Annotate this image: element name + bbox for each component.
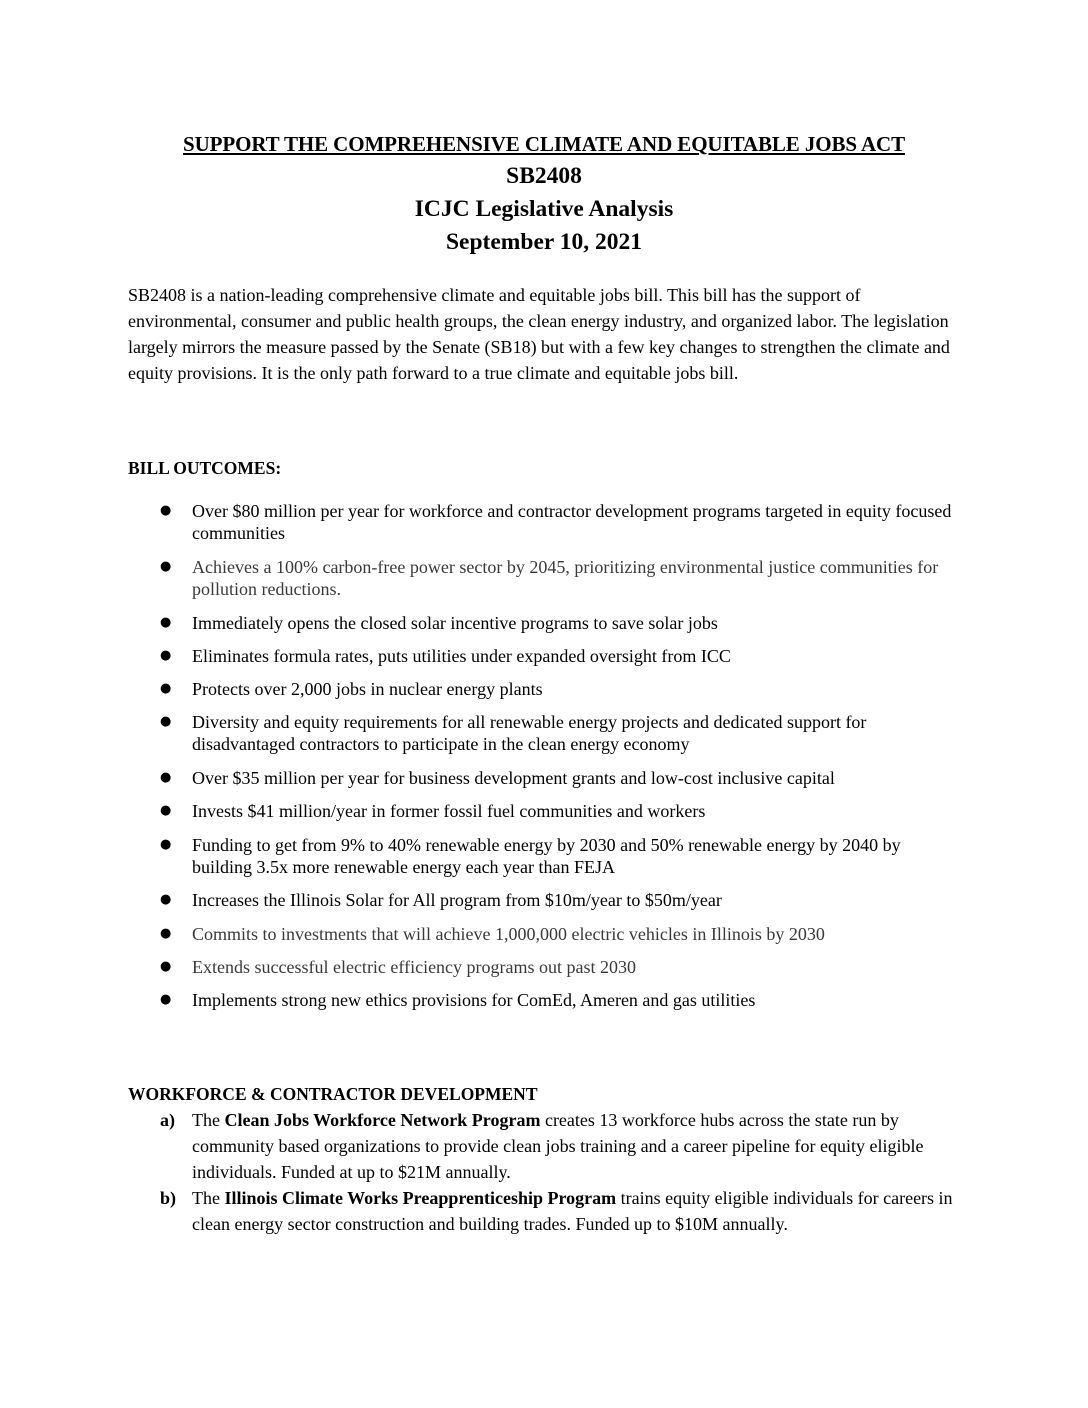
item-prefix: The bbox=[192, 1188, 225, 1208]
outcome-text: Protects over 2,000 jobs in nuclear energy plants bbox=[192, 679, 543, 699]
outcome-text: Achieves a 100% carbon-free power sector by 2045, prioritizing environmental justice communities for pollution reductions. bbox=[192, 557, 939, 599]
bullet-icon: ● bbox=[160, 681, 172, 696]
bullet-icon: ● bbox=[160, 559, 172, 574]
bill-outcomes-heading: BILL OUTCOMES: bbox=[128, 458, 282, 478]
bullet-icon: ● bbox=[160, 503, 172, 518]
outcome-text: Invests $41 million/year in former fossil fuel communities and workers bbox=[192, 801, 706, 821]
outcome-text: Over $35 million per year for business development grants and low-cost inclusive capital bbox=[192, 768, 835, 788]
program-name: Clean Jobs Workforce Network Program bbox=[224, 1110, 541, 1130]
outcome-text: Immediately opens the closed solar incentive programs to save solar jobs bbox=[192, 613, 718, 633]
bill-number: SB2408 bbox=[506, 163, 582, 189]
outcome-text: Eliminates formula rates, puts utilities under expanded oversight from ICC bbox=[192, 646, 731, 666]
bullet-icon: ● bbox=[160, 892, 172, 907]
list-marker: a) bbox=[160, 1110, 175, 1130]
bullet-icon: ● bbox=[160, 959, 172, 974]
outcome-text: Commits to investments that will achieve 1,000,000 electric vehicles in Illinois by 2030 bbox=[192, 924, 825, 944]
item-text: trains equity eligible individuals for careers in clean energy sector construction and building trades. Funded up to $10M annually. bbox=[192, 1188, 953, 1234]
list-marker: b) bbox=[160, 1188, 177, 1208]
document-subtitle: ICJC Legislative Analysis bbox=[414, 196, 674, 222]
workforce-heading: WORKFORCE & CONTRACTOR DEVELOPMENT bbox=[128, 1084, 538, 1104]
workforce-item-body bbox=[192, 1185, 982, 1237]
outcome-text: Implements strong new ethics provisions for ComEd, Ameren and gas utilities bbox=[192, 990, 756, 1010]
outcome-text: Over $80 million per year for workforce and contractor development programs targeted in equity focused communities bbox=[192, 501, 952, 543]
item-text: creates 13 workforce hubs across the state run by community based organizations to provide clean jobs training and a career pipeline for equity eligible individuals. Funded at up to $21M annually. bbox=[192, 1110, 924, 1182]
bullet-icon: ● bbox=[160, 770, 172, 785]
document-date: September 10, 2021 bbox=[445, 229, 643, 255]
intro-paragraph: SB2408 is a nation-leading comprehensive climate and equitable jobs bill. This bill has the support of environmental, consumer and public health groups, the clean energy industry, and organized labor. The legislation largely mirrors the measure passed by the Senate (SB18) but with a few key changes to strengthen the climate and equity provisions. It is the only path forward to a true climate and equitable jobs bill. bbox=[128, 285, 950, 383]
outcome-text: Diversity and equity requirements for all renewable energy projects and dedicated support for disadvantaged contractors to participate in the clean energy economy bbox=[192, 712, 867, 754]
document-title: SUPPORT THE COMPREHENSIVE CLIMATE AND EQUITABLE JOBS ACT bbox=[183, 132, 905, 156]
title-block bbox=[0, 128, 1088, 259]
bullet-icon: ● bbox=[160, 615, 172, 630]
outcome-text: Funding to get from 9% to 40% renewable energy by 2030 and 50% renewable energy by 2040 by building 3.5x more renewable energy each year than FEJA bbox=[192, 835, 901, 877]
bullet-icon: ● bbox=[160, 803, 172, 818]
bullet-icon: ● bbox=[160, 648, 172, 663]
workforce-item-body bbox=[192, 1107, 982, 1185]
bullet-icon: ● bbox=[160, 926, 172, 941]
bullet-icon: ● bbox=[160, 714, 172, 729]
bullet-icon: ● bbox=[160, 837, 172, 852]
outcome-text: Extends successful electric efficiency programs out past 2030 bbox=[192, 957, 637, 977]
outcome-text: Increases the Illinois Solar for All program from $10m/year to $50m/year bbox=[192, 890, 722, 910]
item-prefix: The bbox=[192, 1110, 225, 1130]
bullet-icon: ● bbox=[160, 992, 172, 1007]
program-name: Illinois Climate Works Preapprenticeship Program bbox=[224, 1188, 617, 1208]
